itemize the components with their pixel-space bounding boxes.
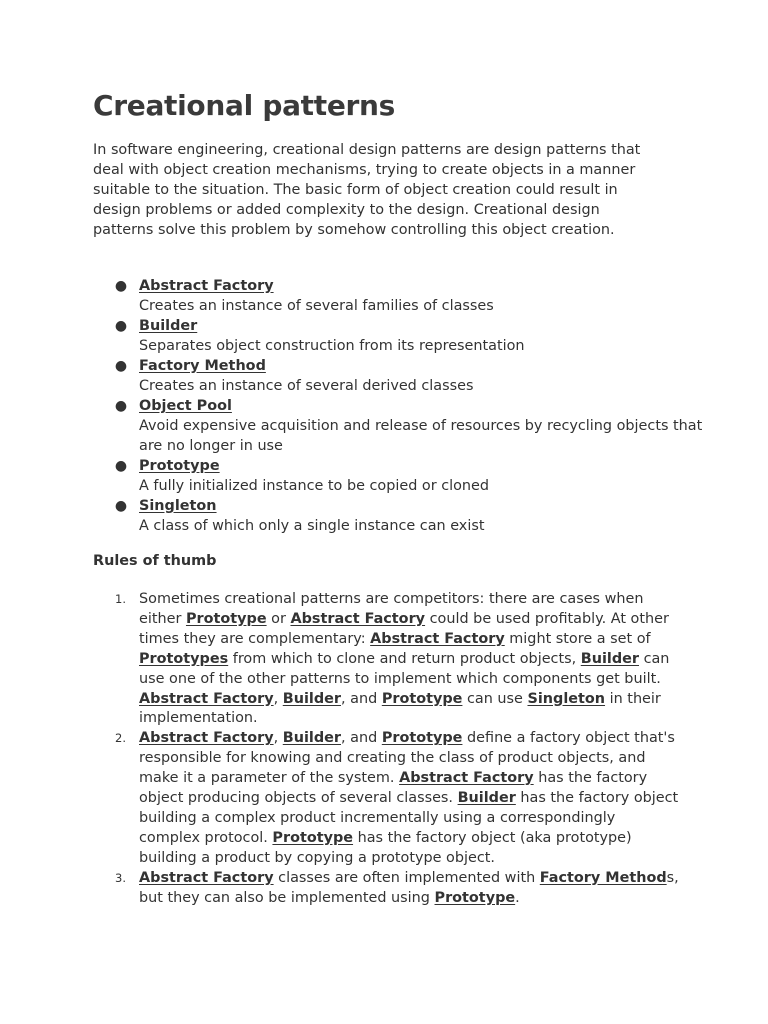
rule-link-builder[interactable]: Builder <box>580 650 639 667</box>
rule-text-fragment: can use <box>462 690 528 707</box>
rule-link-builder[interactable]: Builder <box>282 730 341 747</box>
rule-text-fragment: s, but they can also be implemented using <box>139 869 679 906</box>
bullet-icon: ● <box>114 458 128 474</box>
rule-text-fragment: from which to clone and return product objects, <box>228 650 581 667</box>
pattern-description: Creates an instance of several derived classes <box>139 378 474 394</box>
page-title: Creational patterns <box>93 89 396 122</box>
rule-text-fragment: could be used profitably. At other times they are complementary: <box>139 610 669 647</box>
rule-link-prototype[interactable]: Prototype <box>272 829 354 846</box>
pattern-link-prototype[interactable]: Prototype <box>139 458 220 474</box>
rule-text-fragment: has the factory object producing objects of several classes. <box>139 770 648 807</box>
rule-text-fragment: define a factory object that's responsible for knowing and creating the class of product objects, and make it a parameter of the system. <box>139 730 675 787</box>
pattern-link-object-pool[interactable]: Object Pool <box>139 398 232 414</box>
bullet-icon: ● <box>114 498 128 514</box>
rule-link-abstract-factory[interactable]: Abstract Factory <box>290 610 426 627</box>
rule-item <box>115 729 679 868</box>
rule-link-abstract-factory[interactable]: Abstract Factory <box>139 730 274 747</box>
rule-link-abstract-factory[interactable]: Abstract Factory <box>139 690 274 707</box>
rule-text <box>139 730 678 865</box>
rule-text <box>139 591 669 726</box>
rule-text-fragment: has the factory object (aka prototype) building a product by copying a prototype object. <box>139 829 632 866</box>
rule-link-builder[interactable]: Builder <box>282 690 341 707</box>
intro-paragraph: In software engineering, creational design patterns are design patterns that deal with object creation mechanisms, trying to create objects in a manner suitable to the situation. The basic form of object creation could result in design problems or added complexity to the design. Creational design patterns solve this problem by somehow controlling this object creation. <box>93 142 641 238</box>
rule-text-fragment: Sometimes creational patterns are competitors: there are cases when either <box>139 591 644 627</box>
bullet-icon: ● <box>114 398 128 414</box>
pattern-link-singleton[interactable]: Singleton <box>139 498 217 514</box>
pattern-link-factory-method[interactable]: Factory Method <box>139 358 266 374</box>
list-item <box>114 356 719 396</box>
rule-item <box>115 590 679 729</box>
rule-link-abstract-factory[interactable]: Abstract Factory <box>399 770 534 787</box>
rule-text-fragment: classes are often implemented with <box>273 869 540 886</box>
patterns-list <box>93 276 719 536</box>
pattern-link-abstract-factory[interactable]: Abstract Factory <box>139 278 274 294</box>
rules-list <box>93 590 679 909</box>
rule-link-prototypes[interactable]: Prototypes <box>139 650 229 667</box>
rule-item <box>115 869 679 909</box>
rule-text-fragment: . <box>515 889 520 906</box>
rule-number: 2. <box>115 731 126 746</box>
rule-text-fragment: can use one of the other patterns to implement which components get built. <box>139 650 670 687</box>
rule-number: 1. <box>115 592 126 606</box>
pattern-description: A fully initialized instance to be copied or cloned <box>139 478 490 494</box>
rule-link-factory-method[interactable]: Factory Method <box>539 869 667 886</box>
rule-text-fragment: , and <box>341 730 382 747</box>
rule-link-prototype[interactable]: Prototype <box>381 730 463 747</box>
list-item <box>114 496 719 536</box>
list-item <box>114 396 719 456</box>
pattern-description: Avoid expensive acquisition and release of resources by recycling objects that are no longer in use <box>139 418 703 454</box>
bullet-icon: ● <box>114 278 128 294</box>
list-item <box>114 456 719 496</box>
list-item <box>114 316 719 356</box>
rule-link-prototype[interactable]: Prototype <box>434 889 516 906</box>
rules-heading: Rules of thumb <box>93 553 217 569</box>
rule-link-prototype[interactable]: Prototype <box>185 610 267 627</box>
rule-text-fragment: has the factory object building a complex product incrementally using a correspondingly complex protocol. <box>139 790 679 846</box>
pattern-description: A class of which only a single instance can exist <box>139 518 485 534</box>
rule-link-prototype[interactable]: Prototype <box>381 690 463 707</box>
rule-link-builder[interactable]: Builder <box>457 790 516 807</box>
pattern-description: Separates object construction from its representation <box>139 338 525 354</box>
pattern-link-builder[interactable]: Builder <box>139 318 198 334</box>
rule-text-fragment: , and <box>341 690 382 707</box>
rule-text-fragment: or <box>266 610 291 627</box>
rule-link-abstract-factory[interactable]: Abstract Factory <box>370 630 505 647</box>
rule-link-singleton[interactable]: Singleton <box>527 690 606 707</box>
rule-number: 3. <box>115 870 126 885</box>
rule-text <box>139 870 679 906</box>
rule-text-fragment: , <box>273 730 283 747</box>
pattern-description: Creates an instance of several families of classes <box>139 298 494 314</box>
rule-text-fragment: in their implementation. <box>139 690 661 727</box>
list-item <box>114 276 719 316</box>
bullet-icon: ● <box>114 318 128 334</box>
rule-text-fragment: might store a set of <box>504 630 651 647</box>
rule-link-abstract-factory[interactable]: Abstract Factory <box>139 869 274 886</box>
rule-text-fragment: , <box>273 690 283 707</box>
bullet-icon: ● <box>114 358 128 374</box>
